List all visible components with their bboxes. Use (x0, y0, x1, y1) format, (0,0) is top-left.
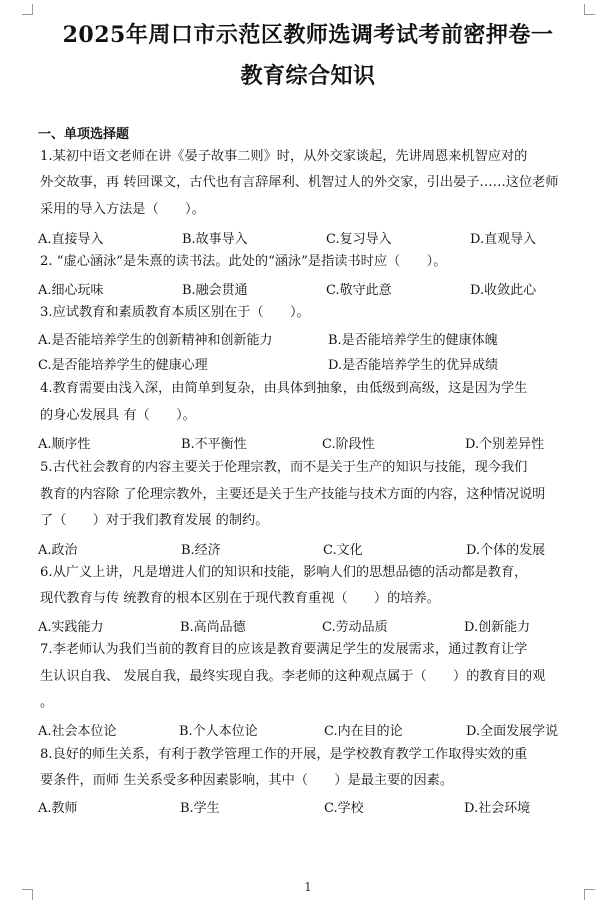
question-4-line-2: 的身心发展具 有（ ）。 (40, 408, 196, 423)
option-c: C.敬守此意 (326, 283, 392, 298)
question-1-line-3: 采用的导入方法是（ ）。 (40, 202, 205, 217)
option-a: A.实践能力 (38, 620, 104, 635)
option-c: C.劳动品质 (322, 620, 388, 635)
question-2-options (38, 279, 568, 297)
option-b: B.个人本位论 (179, 724, 258, 739)
question-5-line-3: 了（ ）对于我们教育发展 的制约。 (40, 513, 269, 528)
question-3-options-row-2 (38, 354, 568, 372)
option-a: A.教师 (38, 801, 78, 816)
question-5-line-2: 教育的内容除 了伦理宗教外，主要还是关于生产技能与技术方面的内容，这种情况说明 (40, 487, 546, 502)
option-a: A.社会本位论 (38, 724, 117, 739)
question-4-line-1: 4.教育需要由浅入深，由简单到复杂，由具体到抽象，由低级到高级，这是因为学生 (40, 381, 528, 396)
question-4-options (38, 433, 568, 451)
question-6-line-2: 现代教育与传 统教育的根本区别在于现代教育重视（ ）的培养。 (40, 591, 440, 606)
option-b: B.故事导入 (182, 232, 248, 247)
option-a: A.顺序性 (38, 437, 91, 452)
option-a: A.政治 (38, 543, 78, 558)
option-c: C.内在目的论 (324, 724, 403, 739)
question-7-line-1: 7.李老师认为我们当前的教育目的应该是教育要满足学生的发展需求，通过教育让学 (40, 642, 528, 657)
option-d: D.收敛此心 (470, 283, 537, 298)
question-1-options (38, 228, 568, 246)
section-heading: 一、单项选择题 (38, 127, 130, 142)
question-6-options (38, 616, 568, 634)
option-d: D.社会环境 (464, 801, 531, 816)
option-d: D.直观导入 (470, 232, 537, 247)
option-d: D.是否能培养学生的优异成绩 (328, 358, 499, 373)
option-b: B.融会贯通 (182, 283, 248, 298)
option-d: D.创新能力 (464, 620, 531, 635)
option-d: D.个体的发展 (466, 543, 546, 558)
option-c: C.是否能培养学生的健康心理 (38, 358, 208, 373)
exam-subtitle: 教育综合知识 (240, 63, 376, 89)
question-7-line-2: 生认识自我、 发展自我，最终实现自我。李老师的这种观点属于（ ）的教育目的观 (40, 669, 546, 684)
option-b: B.经济 (181, 543, 221, 558)
option-a: A.是否能培养学生的创新精神和创新能力 (38, 333, 273, 348)
option-d: D.个别差异性 (465, 437, 545, 452)
question-8-line-2: 要条件，而师 生关系受多种因素影响，其中（ ）是最主要的因素。 (40, 773, 454, 788)
option-d: D.全面发展学说 (466, 724, 559, 739)
option-c: C.复习导入 (326, 232, 392, 247)
question-5-options (38, 539, 568, 557)
crop-mark-top-right (584, 4, 595, 15)
question-8-line-1: 8.良好的师生关系，有利于教学管理工作的开展，是学校教育教学工作取得实效的重 (40, 747, 528, 762)
page-number: 1 (304, 880, 312, 894)
option-b: B.高尚品德 (180, 620, 246, 635)
option-b: B.是否能培养学生的健康体魄 (328, 333, 498, 348)
exam-title: 2025年周口市示范区教师选调考试考前密押卷一 (62, 22, 554, 48)
question-8-options (38, 797, 568, 815)
question-1-line-1: 1.某初中语文老师在讲《晏子故事二则》时，从外交家谈起，先讲周恩来机智应对的 (40, 149, 528, 164)
option-a: A.直接导入 (38, 232, 104, 247)
option-c: C.文化 (323, 543, 363, 558)
question-2-line-1: 2. “虚心涵泳”是朱熹的读书法。此处的“涵泳”是指读书时应（ ）。 (40, 254, 447, 269)
question-3-line-1: 3.应试教育和素质教育本质区别在于（ ）。 (40, 305, 310, 320)
option-b: B.学生 (180, 801, 220, 816)
question-3-options-row-1 (38, 329, 568, 347)
question-1-line-2: 外交故事，再 转回课文，古代也有言辞犀利、机智过人的外交家，引出晏子……这位老师 (40, 175, 559, 190)
question-6-line-1: 6.从广义上讲，凡是增进人们的知识和技能，影响人们的思想品德的活动都是教育， (40, 565, 528, 580)
option-a: A.细心玩味 (38, 283, 104, 298)
question-7-line-3: 。 (40, 695, 54, 710)
option-c: C.学校 (324, 801, 364, 816)
crop-mark-top-left (22, 4, 33, 15)
question-7-options (38, 720, 568, 738)
question-5-line-1: 5.古代社会教育的内容主要关于伦理宗教，而不是关于生产的知识与技能，现今我们 (40, 460, 528, 475)
option-b: B.不平衡性 (181, 437, 247, 452)
option-c: C.阶段性 (322, 437, 375, 452)
